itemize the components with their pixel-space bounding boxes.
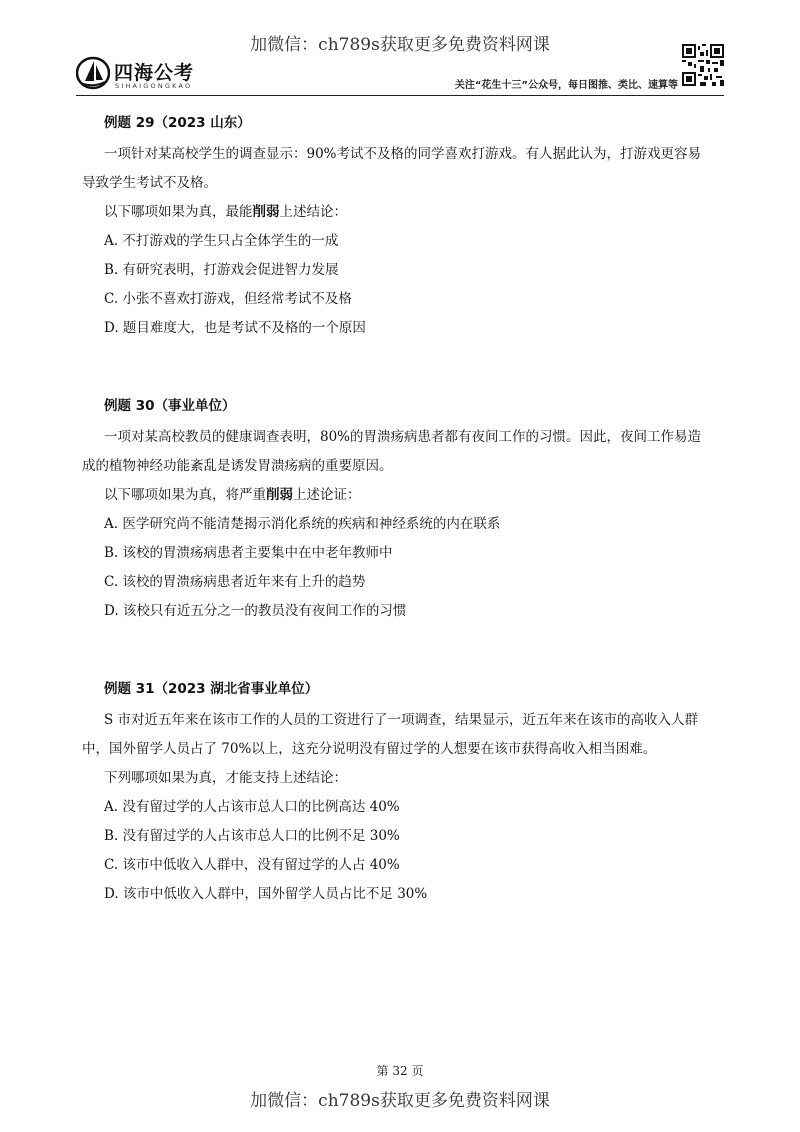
option-b: B. 该校的胃溃疡病患者主要集中在中老年教师中 (104, 545, 393, 561)
question-30 (82, 395, 724, 626)
option-a: A. 不打游戏的学生只占全体学生的一成 (104, 233, 339, 249)
header-slogan: 关注“花生十三”公众号，每日图推、类比、速算等 (454, 80, 678, 91)
brand-name: 四海公考 (114, 62, 195, 84)
stem-line: 一项对某高校教员的健康调查表明，80%的胃溃疡病患者都有夜间工作的习惯。因此，夜间工作易造 (104, 429, 702, 445)
question-prompt (104, 198, 724, 227)
question-stem-continued (82, 735, 724, 764)
stem-line: S 市对近五年来在该市工作的人员的工资进行了一项调查，结果显示，近五年来在该市的高收入人群 (104, 712, 699, 728)
prompt-keyword: 削弱 (252, 204, 280, 220)
prompt-text: 以下哪项如果为真，最能 (104, 204, 253, 220)
brand-subtitle: SIHAIGONGKAO (115, 82, 193, 90)
stem-line: 中，国外留学人员占了 70%以上，这充分说明没有留过学的人想要在该市获得高收入相当困难。 (82, 741, 657, 757)
sail-logo-icon (76, 56, 110, 90)
watermark-bottom: 加微信：ch789s获取更多免费资料网课 (250, 1091, 550, 1111)
header-divider (76, 95, 724, 96)
prompt-text: 以下哪项如果为真，将严重 (104, 487, 266, 503)
brand-logo (76, 56, 236, 94)
question-title: 例题 30（事业单位） (104, 398, 236, 414)
stem-line: 一项针对某高校学生的调查显示：90%考试不及格的同学喜欢打游戏。有人据此认为，打游戏更容易 (104, 146, 702, 162)
question-stem (104, 706, 724, 735)
prompt-text: 上述结论： (279, 204, 347, 220)
question-prompt (104, 481, 724, 510)
option-a: A. 医学研究尚不能清楚揭示消化系统的疾病和神经系统的内在联系 (104, 516, 501, 532)
question-title: 例题 29（2023 山东） (104, 115, 251, 131)
question-title: 例题 31（2023 湖北省事业单位） (104, 681, 319, 697)
option-a: A. 没有留过学的人占该市总人口的比例高达 40% (104, 799, 400, 815)
option-c: C. 该校的胃溃疡病患者近年来有上升的趋势 (104, 574, 366, 590)
option-d: D. 该市中低收入人群中，国外留学人员占比不足 30% (104, 886, 428, 902)
question-stem (104, 423, 724, 452)
watermark-top: 加微信：ch789s获取更多免费资料网课 (250, 35, 550, 55)
qr-code-icon (682, 44, 724, 86)
question-stem-continued (82, 452, 724, 481)
question-31 (82, 678, 724, 909)
page-number: 第 32 页 (376, 1064, 424, 1078)
option-b: B. 有研究表明，打游戏会促进智力发展 (104, 262, 339, 278)
page-content (82, 112, 724, 909)
option-b: B. 没有留过学的人占该市总人口的比例不足 30% (104, 828, 400, 844)
prompt-text: 下列哪项如果为真，才能支持上述结论： (104, 770, 347, 786)
prompt-text: 上述论证： (293, 487, 361, 503)
question-29 (82, 112, 724, 343)
option-d: D. 题目难度大，也是考试不及格的一个原因 (104, 320, 366, 336)
question-stem-continued (82, 169, 724, 198)
question-prompt (104, 764, 724, 793)
stem-line: 导致学生考试不及格。 (82, 175, 217, 191)
stem-line: 成的植物神经功能紊乱是诱发胃溃疡病的重要原因。 (82, 458, 393, 474)
page-header (76, 54, 724, 96)
option-c: C. 小张不喜欢打游戏，但经常考试不及格 (104, 291, 352, 307)
question-stem (104, 140, 724, 169)
option-c: C. 该市中低收入人群中，没有留过学的人占 40% (104, 857, 400, 873)
option-d: D. 该校只有近五分之一的教员没有夜间工作的习惯 (104, 603, 407, 619)
prompt-keyword: 削弱 (266, 487, 293, 503)
